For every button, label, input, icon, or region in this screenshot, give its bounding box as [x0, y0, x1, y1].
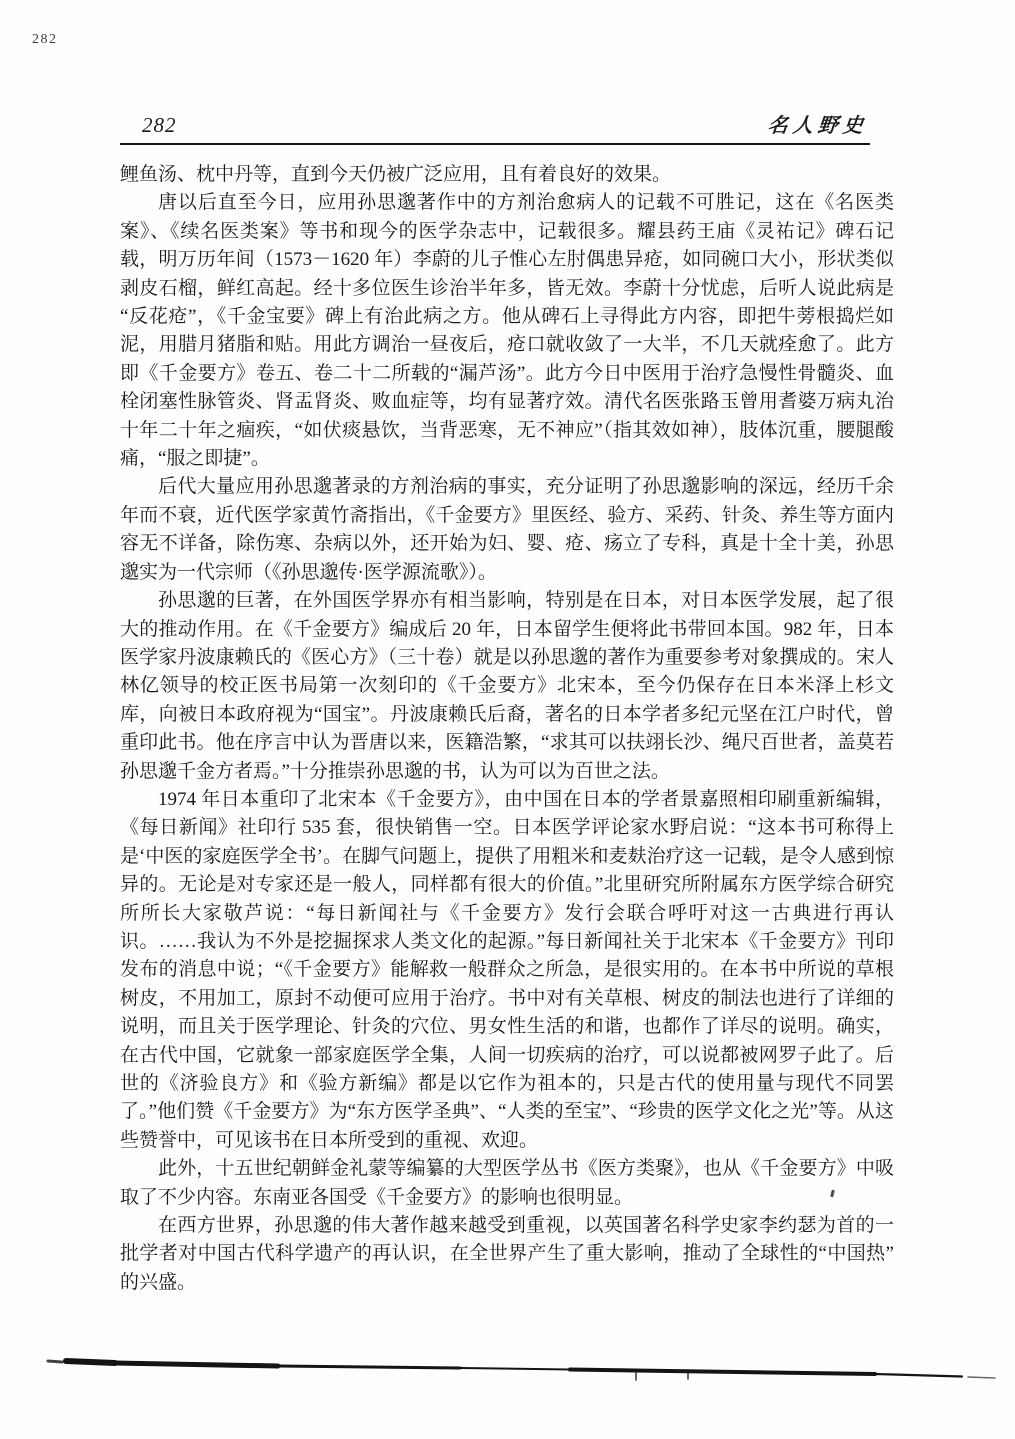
running-head [120, 102, 894, 138]
paragraph-1: 鲤鱼汤、枕中丹等，直到今天仍被广泛应用，且有着良好的效果。 [120, 164, 672, 185]
paragraph-4: 孙思邈的巨著，在外国医学界亦有相当影响，特别是在日本，对日本医学发展，起了很大的推动作用。在《千金要方》编成后 20 年，日本留学生便将此书带回本国。982 年，日本医学家丹波康赖氏的《医心方》（三十卷）就是以孙思邈的著作为重要参考对象撰成的。宋人林亿领导的校正医书局第一次刻印的《千金要方》北宋本，至今仍保存在日本米泽上杉文库，向被日本政府视为“国宝”。丹波康赖氏后裔，著名的日本学者多纪元坚在江户时代，曾重印此书。他在序言中认为晋唐以来，医籍浩繁，“求其可以扶翊长沙、绳尺百世者，盖莫若孙思邈千金方者焉。”十分推崇孙思邈的书，认为可以为百世之法。 [120, 590, 894, 782]
body-text [120, 161, 894, 1297]
scan-corner-page-number: 282 [32, 32, 58, 47]
paragraph-5: 1974 年日本重印了北宋本《千金要方》，由中国在日本的学者景嘉照相印刷重新编辑，《每日新闻》社印行 535 套，很快销售一空。日本医学评论家水野启说：“这本书可称得上是‘中医的家庭医学全书’。在脚气问题上，提供了用粗米和麦麸治疗这一记载，是令人感到惊异的。无论是对专家还是一般人，同样都有很大的价值。”北里研究所附属东方医学综合研究所所长大家敬芦说：“每日新闻社与《千金要方》发行会联合呼吁对这一古典进行再认识。……我认为不外是挖掘探求人类文化的起源。”每日新闻社关于北宋本《千金要方》刊印发布的消息中说；“《千金要方》能解救一般群众之所急，是很实用的。在本书中所说的草根树皮，不用加工，原封不动便可应用于治疗。书中对有关草根、树皮的制法也进行了详细的说明，而且关于医学理论、针灸的穴位、男女性生活的和谐，也都作了详尽的说明。确实，在古代中国，它就象一部家庭医学全集，人间一切疾病的治疗，可以说都被网罗子此了。后世的《济验良方》和《验方新编》都是以它作为祖本的，只是古代的使用量与现代不同罢了。”他们赞《千金要方》为“东方医学圣典”、“人类的至宝”、“珍贵的医学文化之光”等。从这些赞誉中，可见该书在日本所受到的重视、欢迎。 [120, 788, 894, 1151]
paragraph-6: 此外，十五世纪朝鲜金礼蒙等编纂的大型医学丛书《医方类聚》，也从《千金要方》中吸取了不少内容。东南亚各国受《千金要方》的影响也很明显。 [120, 1158, 894, 1208]
header-page-number: 282 [142, 113, 177, 137]
scan-edge-artifact [40, 1346, 1000, 1396]
paragraph-7: 在西方世界，孙思邈的伟大著作越来越受到重视，以英国著名科学史家李约瑟为首的一批学者对中国古代科学遗产的再认识，在全世界产生了重大影响，推动了全球性的“中国热”的兴盛。 [120, 1215, 894, 1293]
paragraph-2: 唐以后直至今日，应用孙思邈著作中的方剂治愈病人的记载不可胜记，这在《名医类案》、《续名医类案》等书和现今的医学杂志中，记载很多。耀县药王庙《灵祐记》碑石记载，明万历年间（1573－1620 年）李蔚的儿子惟心左肘偶患异疮，如同碗口大小，形状类似剥皮石榴，鲜红高起。经十多位医生诊治半年多，皆无效。李蔚十分忧虑，后听人说此病是“反花疮”，《千金宝要》碑上有治此病之方。他从碑石上寻得此方内容，即把牛蒡根捣烂如泥，用腊月猪脂和贴。用此方调治一昼夜后，疮口就收敛了一大半，不几天就痊愈了。此方即《千金要方》卷五、卷二十二所载的“漏芦汤”。此方今日中医用于治疗急慢性骨髓炎、血栓闭塞性脉管炎、肾盂肾炎、败血症等，均有显著疗效。清代名医张路玉曾用耆婆万病丸治十年二十年之痼疾，“如伏痰悬饮，当背恶寒，无不神应”（指其效如神），肢体沉重，腰腿酸痛，“服之即捷”。 [120, 192, 894, 470]
header-book-title: 名人野史 [766, 115, 869, 137]
header-rule [120, 143, 870, 145]
paragraph-3: 后代大量应用孙思邈著录的方剂治病的事实，充分证明了孙思邈影响的深远，经历千余年而不衰，近代医学家黄竹斋指出，《千金要方》里医经、验方、采药、针灸、养生等方面内容无不详备，除伤寒、杂病以外，还开始为妇、婴、疮、疡立了专科，真是十全十美，孙思邈实为一代宗师（《孙思邈传·医学源流歌》）。 [120, 476, 894, 583]
page-content [120, 102, 894, 1297]
